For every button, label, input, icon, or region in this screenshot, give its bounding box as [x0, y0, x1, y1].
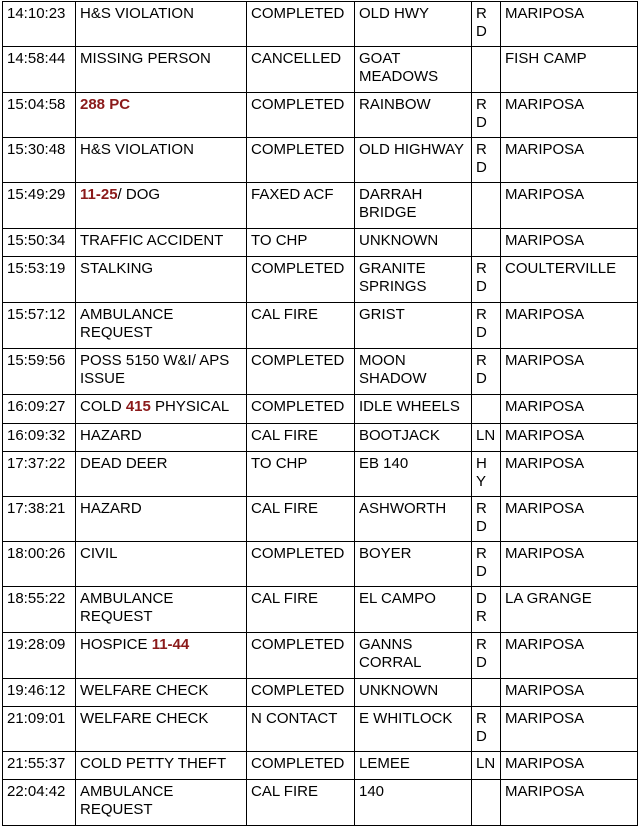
call-type-text: TRAFFIC ACCIDENT: [80, 232, 224, 249]
time-cell: 19:46:12: [3, 679, 76, 707]
street-suffix-cell: [472, 395, 501, 424]
disposition-cell: COMPLETED: [247, 349, 355, 395]
table-row: [3, 183, 638, 229]
street-suffix-cell: RD: [472, 93, 501, 138]
city-cell: MARIPOSA: [501, 542, 638, 587]
highlighted-code: 415: [125, 398, 151, 415]
street-cell: 140: [355, 780, 472, 826]
street-cell: DARRAH BRIDGE: [355, 183, 472, 229]
street-suffix-cell: [472, 679, 501, 707]
time-cell: 15:04:58: [3, 93, 76, 138]
call-type-text: PHYSICAL: [150, 398, 230, 415]
call-type-text: AMBULANCE REQUEST: [80, 306, 174, 341]
table-row: [3, 257, 638, 303]
time-cell: 15:57:12: [3, 303, 76, 349]
city-cell: MARIPOSA: [501, 2, 638, 47]
table-row: [3, 679, 638, 707]
city-cell: MARIPOSA: [501, 349, 638, 395]
table-row: [3, 542, 638, 587]
call-type-cell: [76, 679, 247, 707]
table-row: [3, 452, 638, 497]
disposition-cell: CAL FIRE: [247, 303, 355, 349]
street-suffix-cell: [472, 183, 501, 229]
time-cell: 17:38:21: [3, 497, 76, 542]
call-type-text: POSS 5150 W&I/ APS ISSUE: [80, 352, 230, 387]
street-cell: UNKNOWN: [355, 679, 472, 707]
city-cell: MARIPOSA: [501, 452, 638, 497]
street-suffix-cell: RD: [472, 349, 501, 395]
city-cell: MARIPOSA: [501, 138, 638, 183]
street-cell: IDLE WHEELS: [355, 395, 472, 424]
time-cell: 15:49:29: [3, 183, 76, 229]
city-cell: MARIPOSA: [501, 395, 638, 424]
call-type-text: AMBULANCE REQUEST: [80, 590, 174, 625]
city-cell: FISH CAMP: [501, 47, 638, 93]
city-cell: MARIPOSA: [501, 752, 638, 780]
street-cell: EB 140: [355, 452, 472, 497]
call-type-cell: [76, 780, 247, 826]
call-type-cell: [76, 707, 247, 752]
street-cell: ASHWORTH: [355, 497, 472, 542]
call-type-cell: [76, 633, 247, 679]
table-row: [3, 138, 638, 183]
time-cell: 17:37:22: [3, 452, 76, 497]
street-cell: BOYER: [355, 542, 472, 587]
call-type-cell: [76, 395, 247, 424]
call-type-text: CIVIL: [80, 545, 118, 562]
table-row: [3, 395, 638, 424]
call-type-text: WELFARE CHECK: [80, 682, 209, 699]
table-row: [3, 707, 638, 752]
call-type-cell: [76, 183, 247, 229]
disposition-cell: FAXED ACF: [247, 183, 355, 229]
table-row: [3, 229, 638, 257]
city-cell: MARIPOSA: [501, 93, 638, 138]
time-cell: 15:30:48: [3, 138, 76, 183]
time-cell: 16:09:27: [3, 395, 76, 424]
table-row: [3, 424, 638, 452]
street-suffix-cell: HY: [472, 452, 501, 497]
street-suffix-cell: [472, 780, 501, 826]
street-cell: OLD HWY: [355, 2, 472, 47]
street-cell: EL CAMPO: [355, 587, 472, 633]
street-suffix-cell: RD: [472, 257, 501, 303]
disposition-cell: N CONTACT: [247, 707, 355, 752]
call-type-cell: [76, 2, 247, 47]
street-cell: E WHITLOCK: [355, 707, 472, 752]
disposition-cell: CAL FIRE: [247, 587, 355, 633]
call-type-cell: [76, 257, 247, 303]
time-cell: 18:00:26: [3, 542, 76, 587]
table-row: [3, 587, 638, 633]
street-cell: GOAT MEADOWS: [355, 47, 472, 93]
street-suffix-cell: LN: [472, 424, 501, 452]
call-type-cell: [76, 424, 247, 452]
table-row: [3, 47, 638, 93]
table-row: [3, 349, 638, 395]
call-type-cell: [76, 587, 247, 633]
city-cell: MARIPOSA: [501, 780, 638, 826]
disposition-cell: COMPLETED: [247, 138, 355, 183]
time-cell: 18:55:22: [3, 587, 76, 633]
call-type-text: H&S VIOLATION: [80, 5, 194, 22]
call-type-cell: [76, 452, 247, 497]
call-type-text: DEAD DEER: [80, 455, 168, 472]
time-cell: 16:09:32: [3, 424, 76, 452]
call-type-cell: [76, 752, 247, 780]
disposition-cell: COMPLETED: [247, 752, 355, 780]
time-cell: 14:58:44: [3, 47, 76, 93]
time-cell: 15:50:34: [3, 229, 76, 257]
call-type-text: MISSING PERSON: [80, 50, 211, 67]
highlighted-code: 11-25: [80, 186, 118, 203]
street-suffix-cell: RD: [472, 303, 501, 349]
street-cell: GANNS CORRAL: [355, 633, 472, 679]
call-type-text: AMBULANCE REQUEST: [80, 783, 174, 818]
disposition-cell: COMPLETED: [247, 395, 355, 424]
disposition-cell: COMPLETED: [247, 633, 355, 679]
street-suffix-cell: [472, 229, 501, 257]
call-type-cell: [76, 303, 247, 349]
time-cell: 21:09:01: [3, 707, 76, 752]
call-type-text: COLD PETTY THEFT: [80, 755, 227, 772]
street-suffix-cell: [472, 47, 501, 93]
disposition-cell: COMPLETED: [247, 679, 355, 707]
city-cell: MARIPOSA: [501, 633, 638, 679]
city-cell: MARIPOSA: [501, 183, 638, 229]
city-cell: MARIPOSA: [501, 424, 638, 452]
disposition-cell: TO CHP: [247, 452, 355, 497]
disposition-cell: COMPLETED: [247, 542, 355, 587]
call-type-text: H&S VIOLATION: [80, 141, 194, 158]
call-type-cell: [76, 138, 247, 183]
time-cell: 15:59:56: [3, 349, 76, 395]
call-log-body: [3, 2, 638, 826]
call-type-cell: [76, 497, 247, 542]
street-suffix-cell: DR: [472, 587, 501, 633]
table-row: [3, 633, 638, 679]
time-cell: 19:28:09: [3, 633, 76, 679]
table-row: [3, 497, 638, 542]
street-suffix-cell: RD: [472, 497, 501, 542]
disposition-cell: COMPLETED: [247, 93, 355, 138]
highlighted-code: 11-44: [151, 636, 190, 653]
street-cell: GRANITE SPRINGS: [355, 257, 472, 303]
call-type-cell: [76, 229, 247, 257]
highlighted-code: 288 PC: [80, 96, 131, 113]
street-cell: GRIST: [355, 303, 472, 349]
disposition-cell: CANCELLED: [247, 47, 355, 93]
disposition-cell: COMPLETED: [247, 257, 355, 303]
street-cell: MOON SHADOW: [355, 349, 472, 395]
disposition-cell: TO CHP: [247, 229, 355, 257]
street-cell: LEMEE: [355, 752, 472, 780]
call-type-text: HAZARD: [80, 500, 142, 517]
call-type-text: HOSPICE: [80, 636, 152, 653]
street-cell: BOOTJACK: [355, 424, 472, 452]
street-suffix-cell: RD: [472, 2, 501, 47]
table-row: [3, 2, 638, 47]
call-type-cell: [76, 542, 247, 587]
street-cell: UNKNOWN: [355, 229, 472, 257]
call-type-cell: [76, 47, 247, 93]
street-suffix-cell: RD: [472, 633, 501, 679]
call-log-table: [2, 1, 638, 826]
city-cell: COULTERVILLE: [501, 257, 638, 303]
call-type-cell: [76, 349, 247, 395]
time-cell: 15:53:19: [3, 257, 76, 303]
table-row: [3, 93, 638, 138]
call-type-text: COLD: [80, 398, 126, 415]
table-row: [3, 752, 638, 780]
call-type-text: WELFARE CHECK: [80, 710, 209, 727]
disposition-cell: CAL FIRE: [247, 780, 355, 826]
city-cell: MARIPOSA: [501, 707, 638, 752]
street-suffix-cell: RD: [472, 138, 501, 183]
city-cell: MARIPOSA: [501, 679, 638, 707]
city-cell: MARIPOSA: [501, 497, 638, 542]
city-cell: LA GRANGE: [501, 587, 638, 633]
disposition-cell: CAL FIRE: [247, 424, 355, 452]
disposition-cell: COMPLETED: [247, 2, 355, 47]
city-cell: MARIPOSA: [501, 303, 638, 349]
street-suffix-cell: RD: [472, 542, 501, 587]
street-suffix-cell: RD: [472, 707, 501, 752]
time-cell: 14:10:23: [3, 2, 76, 47]
call-type-text: HAZARD: [80, 427, 142, 444]
call-type-text: / DOG: [117, 186, 161, 203]
call-type-text: STALKING: [80, 260, 154, 277]
city-cell: MARIPOSA: [501, 229, 638, 257]
street-suffix-cell: LN: [472, 752, 501, 780]
street-cell: RAINBOW: [355, 93, 472, 138]
call-type-cell: [76, 93, 247, 138]
table-row: [3, 780, 638, 826]
table-row: [3, 303, 638, 349]
time-cell: 21:55:37: [3, 752, 76, 780]
time-cell: 22:04:42: [3, 780, 76, 826]
street-cell: OLD HIGHWAY: [355, 138, 472, 183]
disposition-cell: CAL FIRE: [247, 497, 355, 542]
